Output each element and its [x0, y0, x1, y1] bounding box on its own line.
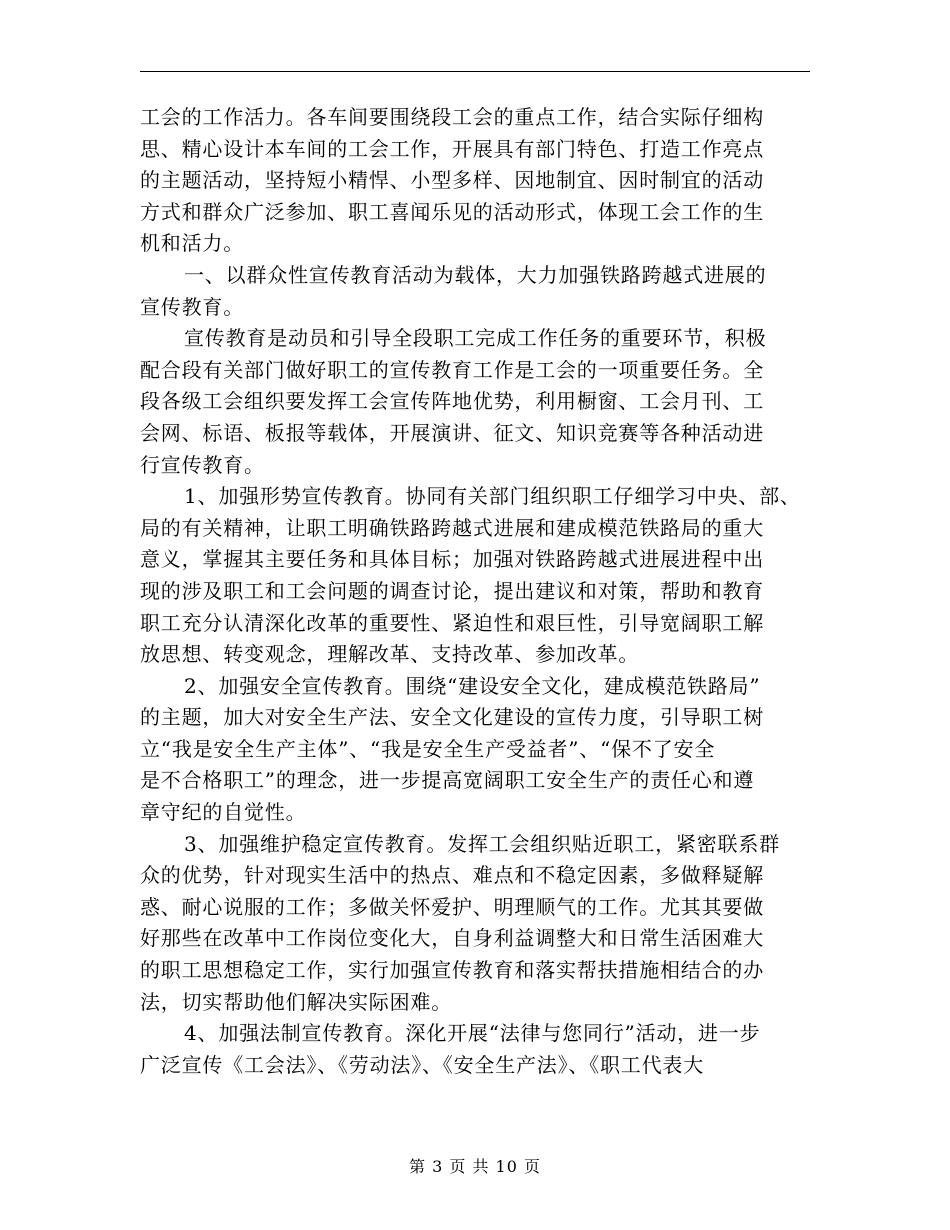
text-line: 意义，掌握其主要任务和具体目标；加强对铁路跨越式进展进程中出 [140, 547, 764, 572]
paragraph [140, 260, 810, 323]
text-line: 方式和群众广泛参加、职工喜闻乐见的活动形式，体现工会工作的生 [140, 199, 764, 224]
text-line: 好那些在改革中工作岗位变化大，自身利益调整大和日常生活困难大 [140, 926, 764, 951]
text-line: 工会的工作活力。各车间要围绕段工会的重点工作，结合实际仔细构 [140, 105, 764, 129]
text-line: 的主题，加大对安全生产法、安全文化建设的宣传力度，引导职工树 [140, 705, 764, 730]
text-line: 4、加强法制宣传教育。深化开展“法律与您同行”活动，进一步 [184, 1021, 761, 1046]
text-line: 现的涉及职工和工会问题的调查讨论，提出建议和对策，帮助和教育 [140, 578, 764, 603]
text-line: 是不合格职工”的理念，进一步提高宽阔职工安全生产的责任心和遵 [140, 768, 755, 793]
text-line: 的主题活动，坚持短小精悍、小型多样、因地制宜、因时制宜的活动 [140, 168, 764, 193]
text-line: 宣传教育是动员和引导全段职工完成工作任务的重要环节，积极 [184, 326, 767, 351]
paragraph [140, 481, 810, 671]
text-line: 2、加强安全宣传教育。围绕“建设安全文化，建成模范铁路局” [184, 673, 761, 698]
text-line: 段各级工会组织要发挥工会宣传阵地优势，利用橱窗、工会月刊、工 [140, 389, 764, 414]
paragraph [140, 102, 810, 260]
text-line: 的职工思想稳定工作，实行加强宣传教育和落实帮扶措施相结合的办 [140, 958, 764, 983]
text-line: 职工充分认清深化改革的重要性、紧迫性和艰巨性，引导宽阔职工解 [140, 610, 764, 635]
text-line: 会网、标语、板报等载体，开展演讲、征文、知识竞赛等各种活动进 [140, 420, 764, 445]
text-line: 配合段有关部门做好职工的宣传教育工作是工会的一项重要任务。全 [140, 357, 764, 382]
page-footer: 第 3 页 共 10 页 [409, 1157, 541, 1176]
document-body [140, 102, 810, 1081]
text-line: 放思想、转变观念，理解改革、支持改革、参加改革。 [140, 642, 640, 667]
paragraph [140, 671, 810, 829]
paragraph [140, 1018, 810, 1081]
text-line: 宣传教育。 [140, 294, 244, 319]
text-line: 广泛宣传《工会法》、《劳动法》、《安全生产法》、《职工代表大 [140, 1052, 704, 1077]
paragraph [140, 829, 810, 1019]
text-line: 行宣传教育。 [140, 452, 265, 477]
text-line: 立“我是安全生产主体”、“我是安全生产受益者”、“保不了安全 [140, 736, 716, 761]
text-line: 章守纪的自觉性。 [140, 800, 307, 825]
text-line: 法，切实帮助他们解决实际困难。 [140, 989, 452, 1014]
text-line: 局的有关精神，让职工明确铁路跨越式进展和建成模范铁路局的重大 [140, 515, 764, 540]
paragraph [140, 323, 810, 481]
text-line: 惑、耐心说服的工作；多做关怀爱护、明理顺气的工作。尤其其要做 [140, 894, 764, 919]
header-rule [140, 71, 810, 72]
text-line: 机和活力。 [140, 231, 244, 256]
text-line: 3、加强维护稳定宣传教育。发挥工会组织贴近职工，紧密联系群 [184, 831, 780, 856]
text-line: 思、精心设计本车间的工会工作，开展具有部门特色、打造工作亮点 [140, 136, 764, 161]
text-line: 一、以群众性宣传教育活动为载体，大力加强铁路跨越式进展的 [184, 262, 767, 287]
text-line: 众的优势，针对现实生活中的热点、难点和不稳定因素，多做释疑解 [140, 863, 764, 888]
text-line: 1、加强形势宣传教育。协同有关部门组织职工仔细学习中央、部、 [184, 484, 801, 509]
